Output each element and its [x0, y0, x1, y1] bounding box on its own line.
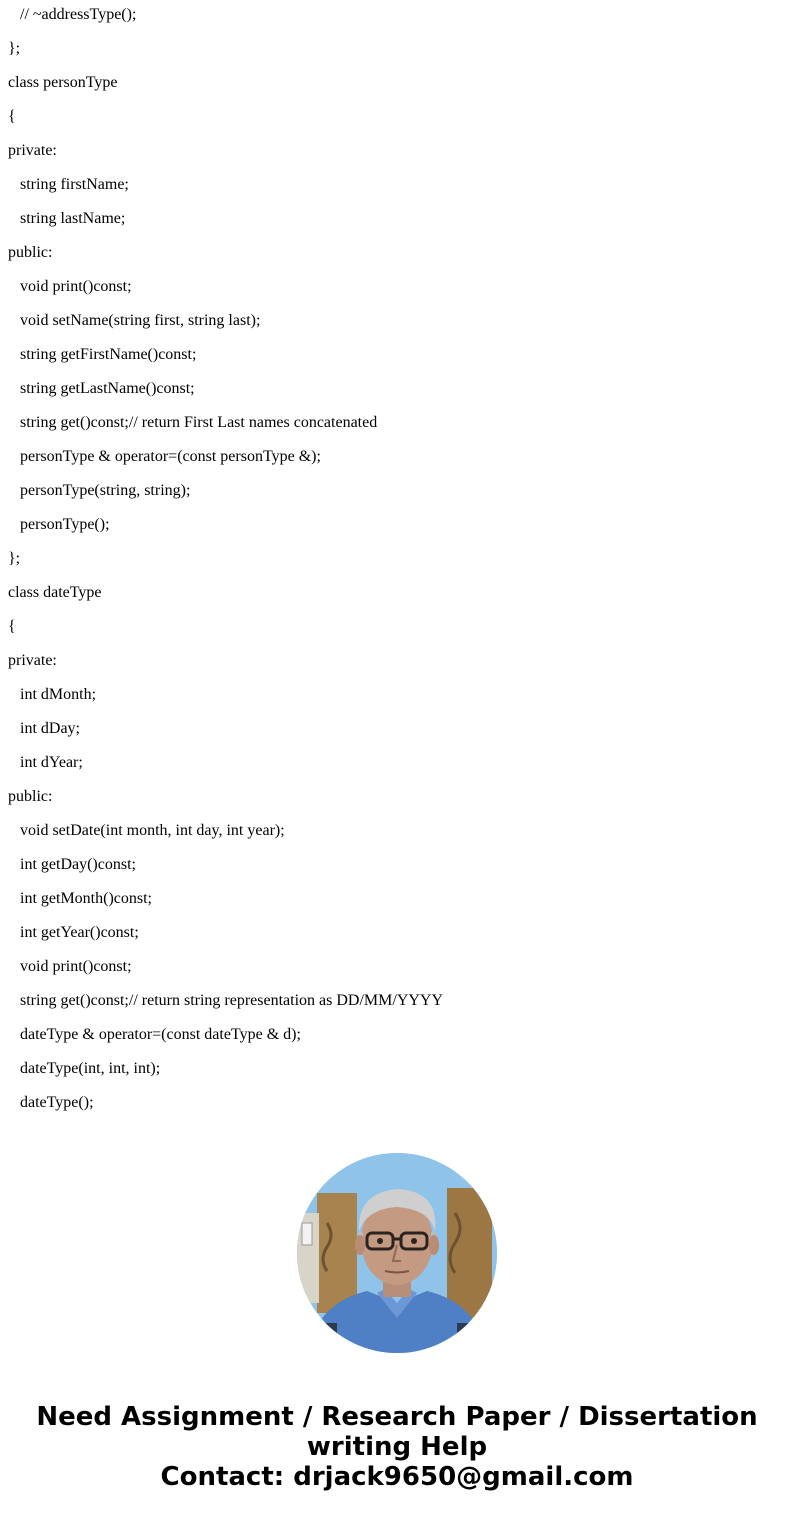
code-line: string firstName;: [8, 176, 129, 193]
code-line: // ~addressType();: [8, 6, 137, 23]
code-line: int dYear;: [8, 754, 83, 771]
code-line: string getLastName()const;: [8, 380, 195, 397]
code-line: };: [8, 550, 21, 567]
code-line: void setDate(int month, int day, int year);: [8, 822, 285, 839]
code-line: dateType & operator=(const dateType & d);: [8, 1026, 301, 1043]
promo-subheadline: writing Help: [306, 1432, 488, 1462]
code-line: private:: [8, 652, 57, 669]
code-line: public:: [8, 788, 53, 805]
code-line: int getDay()const;: [8, 856, 136, 873]
code-line: void print()const;: [8, 278, 132, 295]
code-line: int getYear()const;: [8, 924, 139, 941]
code-line: string lastName;: [8, 210, 126, 227]
promo-headline: Need Assignment / Research Paper / Dissertation: [36, 1402, 758, 1432]
code-line: dateType();: [8, 1094, 94, 1111]
code-line: {: [8, 618, 16, 635]
promo-contact: Contact: drjack9650@gmail.com: [160, 1462, 634, 1492]
code-line: personType & operator=(const personType &);: [8, 448, 321, 465]
code-line: void print()const;: [8, 958, 132, 975]
code-line: personType(string, string);: [8, 482, 191, 499]
promo-banner: [0, 1402, 794, 1492]
code-line: int dMonth;: [8, 686, 97, 703]
code-line: public:: [8, 244, 53, 261]
code-line: class personType: [8, 74, 118, 91]
code-line: string get()const;// return string representation as DD/MM/YYYY: [8, 992, 444, 1009]
code-line: class dateType: [8, 584, 102, 601]
code-line: dateType(int, int, int);: [8, 1060, 161, 1077]
code-line: private:: [8, 142, 57, 159]
code-line: string getFirstName()const;: [8, 346, 197, 363]
code-line: {: [8, 108, 16, 125]
code-line: };: [8, 40, 21, 57]
code-line: void setName(string first, string last);: [8, 312, 261, 329]
code-line: int dDay;: [8, 720, 80, 737]
person-photo-icon: [297, 1153, 497, 1353]
code-line: personType();: [8, 516, 110, 533]
code-line: string get()const;// return First Last names concatenated: [8, 414, 378, 431]
author-avatar: [297, 1153, 497, 1353]
code-line: int getMonth()const;: [8, 890, 152, 907]
